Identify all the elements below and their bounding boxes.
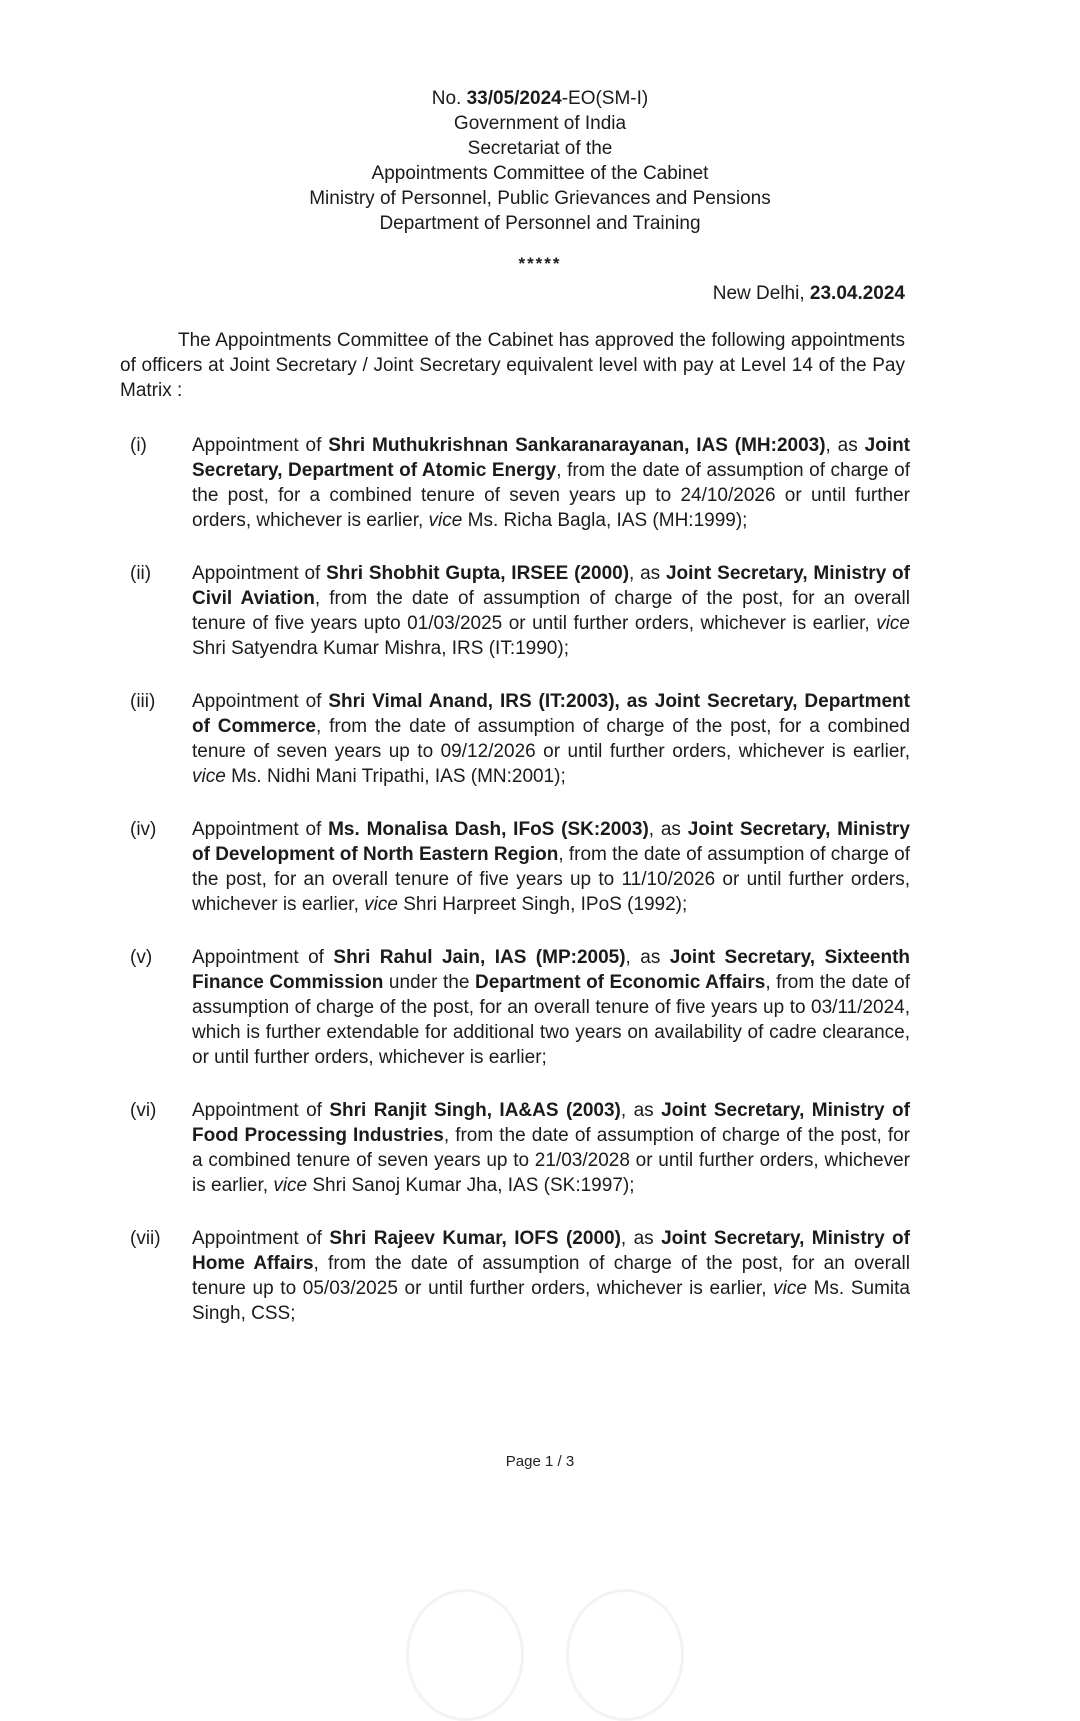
reference-prefix: No. bbox=[431, 88, 467, 109]
text-run-regular: , from the date of assumption of charge of the post, for an overall tenure of five years up to 11/10/2026 or until further orders, whichever is earlier, bbox=[192, 844, 911, 915]
item-text bbox=[192, 689, 910, 789]
text-run-bold: Joint Secretary, Department of Atomic Energy bbox=[192, 435, 911, 481]
text-run-regular: , from the date of assumption of charge of the post, for a combined tenure of seven years up to 21/03/2028 or until further orders, whichever is earlier, bbox=[192, 1125, 910, 1196]
text-run-bold: Joint Secretary, Ministry of Home Affairs bbox=[192, 1228, 910, 1274]
appointment-list bbox=[130, 433, 910, 1326]
text-run-bold: Shri Ranjit Singh, IA&AS (2003) bbox=[329, 1100, 621, 1121]
list-item bbox=[130, 945, 910, 1070]
text-run-regular: Appointment of bbox=[192, 819, 329, 840]
dateline-place: New Delhi, bbox=[712, 283, 810, 304]
item-number: (iv) bbox=[130, 819, 157, 840]
reference-number bbox=[0, 86, 1080, 111]
dateline bbox=[0, 281, 1080, 306]
item-number: (i) bbox=[130, 435, 147, 456]
text-run-bold: Shri Rahul Jain, IAS (MP:2005) bbox=[333, 947, 626, 968]
text-run-bold: Joint Secretary, Ministry of Civil Aviation bbox=[192, 563, 910, 609]
org-line-ministry: Ministry of Personnel, Public Grievances and Pensions bbox=[309, 188, 771, 209]
text-run-regular: Appointment of bbox=[192, 435, 329, 456]
intro-paragraph: The Appointments Committee of the Cabinet has approved the following appointments of officers at Joint Secretary / Joint Secretary equivalent level with pay at Level 14 of the Pay Matrix : bbox=[120, 330, 905, 401]
list-item bbox=[130, 561, 910, 661]
text-run-regular: , from the date of assumption of charge of the post, for an overall tenure of five years up to 03/11/2024, which is further extendable for additional two years on availability of cadre clearance, or until further orders, whichever is earlier; bbox=[192, 972, 911, 1068]
text-run-bold: Joint Secretary, Ministry of Development of North Eastern Region bbox=[192, 819, 910, 865]
list-item bbox=[130, 1098, 910, 1198]
list-item bbox=[130, 689, 910, 789]
item-text bbox=[192, 1226, 910, 1326]
text-run-regular: , from the date of assumption of charge of the post, for a combined tenure of seven years up to 24/10/2026 or until further orders, whichever is earlier, bbox=[192, 460, 910, 531]
list-item bbox=[130, 1226, 910, 1326]
text-run-regular: Appointment of bbox=[192, 947, 334, 968]
text-run-regular: Appointment of bbox=[192, 1100, 330, 1121]
item-number: (v) bbox=[130, 947, 153, 968]
text-run-regular: , from the date of assumption of charge of the post, for an overall tenure up to 05/03/2025 or until further orders, whichever is earlier, bbox=[192, 1253, 910, 1299]
text-run-regular: , as bbox=[648, 819, 688, 840]
document-header bbox=[0, 0, 1080, 236]
item-text bbox=[192, 433, 910, 533]
list-item bbox=[130, 433, 910, 533]
text-run-regular: , from the date of assumption of charge of the post, for a combined tenure of seven years up to 09/12/2026 or until further orders, whichever is earlier, bbox=[192, 716, 910, 762]
item-number: (ii) bbox=[130, 563, 152, 584]
text-run-regular: Ms. Sumita Singh, CSS; bbox=[192, 1278, 910, 1324]
item-text bbox=[192, 1098, 910, 1198]
reference-suffix: -EO(SM-I) bbox=[561, 88, 649, 109]
org-line-government: Government of India bbox=[453, 113, 627, 134]
text-run-regular: Shri Harpreet Singh, IPoS (1992); bbox=[397, 894, 688, 915]
text-run-regular: Ms. Nidhi Mani Tripathi, IAS (MN:2001); bbox=[225, 766, 566, 787]
dateline-date: 23.04.2024 bbox=[809, 283, 905, 304]
text-run-italic: vice bbox=[773, 1278, 807, 1299]
text-run-bold: Shri Rajeev Kumar, IOFS (2000) bbox=[329, 1228, 621, 1249]
watermark-arc-left bbox=[406, 1589, 524, 1721]
text-run-regular: , as bbox=[620, 1100, 662, 1121]
text-run-bold: Shri Shobhit Gupta, IRSEE (2000) bbox=[326, 563, 630, 584]
item-number: (iii) bbox=[130, 691, 156, 712]
text-run-regular: , as bbox=[625, 947, 670, 968]
item-text bbox=[192, 817, 910, 917]
watermark-arc-right bbox=[566, 1589, 684, 1721]
text-run-regular: , as bbox=[825, 435, 865, 456]
text-run-regular: , as bbox=[629, 563, 666, 584]
item-text bbox=[192, 945, 910, 1070]
reference-file-number: 33/05/2024 bbox=[466, 88, 562, 109]
text-run-regular: Ms. Richa Bagla, IAS (MH:1999); bbox=[462, 510, 748, 531]
list-item bbox=[130, 817, 910, 917]
page-footer: Page 1 / 3 bbox=[505, 1453, 575, 1470]
text-run-regular: Shri Satyendra Kumar Mishra, IRS (IT:1990); bbox=[192, 638, 569, 659]
text-run-bold: Shri Vimal Anand, IRS (IT:2003), as Joint Secretary, Department of Commerce bbox=[192, 691, 910, 737]
text-run-bold: Department of Economic Affairs bbox=[474, 972, 766, 993]
org-line-secretariat: Secretariat of the bbox=[467, 138, 613, 159]
text-run-italic: vice bbox=[192, 766, 226, 787]
text-run-italic: vice bbox=[273, 1175, 308, 1196]
org-line-department: Department of Personnel and Training bbox=[379, 213, 701, 234]
text-run-italic: vice bbox=[428, 510, 463, 531]
separator-stars: ***** bbox=[518, 254, 562, 273]
text-run-regular: Appointment of bbox=[192, 1228, 330, 1249]
org-line-committee: Appointments Committee of the Cabinet bbox=[371, 163, 709, 184]
text-run-bold: Joint Secretary, Sixteenth Finance Commission bbox=[192, 947, 910, 993]
item-number: (vi) bbox=[130, 1100, 157, 1121]
text-run-bold: Shri Muthukrishnan Sankaranarayanan, IAS (MH:2003) bbox=[328, 435, 826, 456]
item-number: (vii) bbox=[130, 1228, 161, 1249]
text-run-regular: under the bbox=[383, 972, 475, 993]
text-run-regular: , from the date of assumption of charge of the post, for an overall tenure of five years upto 01/03/2025 or until further orders, whichever is earlier, bbox=[192, 588, 910, 634]
text-run-italic: vice bbox=[364, 894, 398, 915]
text-run-italic: vice bbox=[876, 613, 910, 634]
text-run-regular: Appointment of bbox=[192, 691, 329, 712]
text-run-bold: Joint Secretary, Ministry of Food Processing Industries bbox=[192, 1100, 910, 1146]
text-run-bold: Ms. Monalisa Dash, IFoS (SK:2003) bbox=[328, 819, 649, 840]
text-run-regular: Shri Sanoj Kumar Jha, IAS (SK:1997); bbox=[307, 1175, 635, 1196]
item-text bbox=[192, 561, 910, 661]
text-run-regular: Appointment of bbox=[192, 563, 327, 584]
text-run-regular: , as bbox=[620, 1228, 662, 1249]
